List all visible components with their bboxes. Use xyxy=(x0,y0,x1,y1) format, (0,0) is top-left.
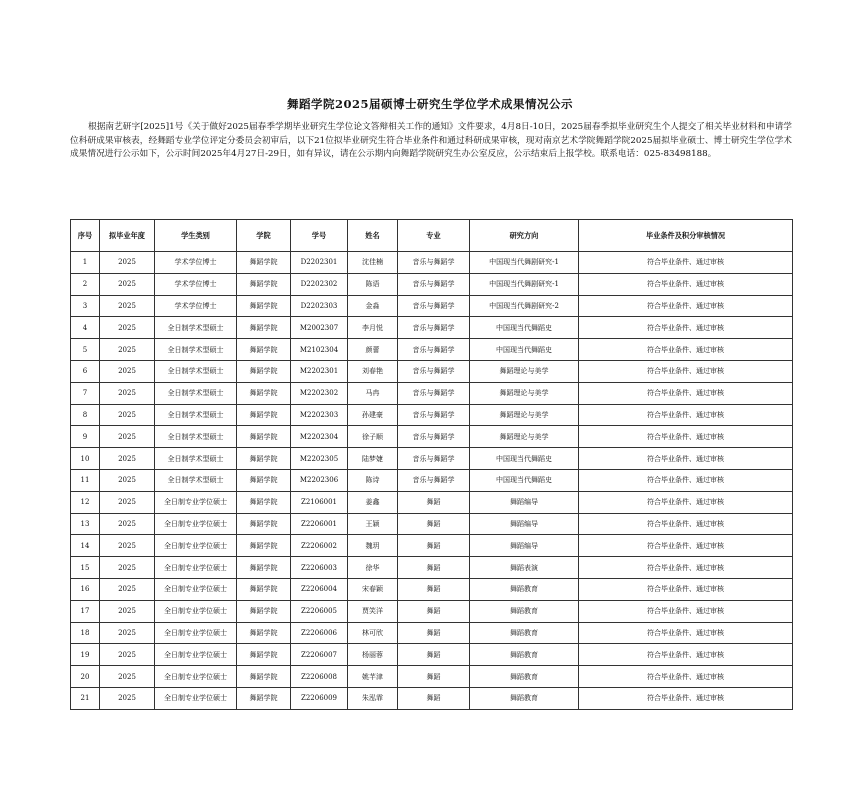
cell-student-id: Z2106001 xyxy=(291,491,348,513)
table-row xyxy=(71,382,793,404)
cell-name: 姜鑫 xyxy=(348,491,398,513)
cell-review-status: 符合毕业条件、通过审核 xyxy=(579,426,793,448)
cell-category: 全日制学术型硕士 xyxy=(155,448,237,470)
cell-school: 舞蹈学院 xyxy=(237,535,291,557)
cell-major: 舞蹈 xyxy=(398,557,470,579)
cell-category: 全日制学术型硕士 xyxy=(155,317,237,339)
cell-name: 陈语 xyxy=(348,273,398,295)
cell-index: 21 xyxy=(71,687,100,709)
cell-school: 舞蹈学院 xyxy=(237,687,291,709)
table-row xyxy=(71,252,793,274)
cell-review-status: 符合毕业条件、通过审核 xyxy=(579,273,793,295)
cell-year: 2025 xyxy=(100,317,155,339)
cell-year: 2025 xyxy=(100,622,155,644)
cell-school: 舞蹈学院 xyxy=(237,382,291,404)
cell-major: 音乐与舞蹈学 xyxy=(398,273,470,295)
cell-category: 全日制学术型硕士 xyxy=(155,360,237,382)
cell-year: 2025 xyxy=(100,666,155,688)
cell-school: 舞蹈学院 xyxy=(237,295,291,317)
cell-research-direction: 中国现当代舞剧研究-2 xyxy=(470,295,579,317)
cell-index: 13 xyxy=(71,513,100,535)
col-header-school: 学院 xyxy=(237,220,291,252)
cell-student-id: D2202301 xyxy=(291,252,348,274)
cell-school: 舞蹈学院 xyxy=(237,513,291,535)
cell-major: 音乐与舞蹈学 xyxy=(398,317,470,339)
cell-category: 学术学位博士 xyxy=(155,252,237,274)
col-header-student-id: 学号 xyxy=(291,220,348,252)
cell-major: 音乐与舞蹈学 xyxy=(398,360,470,382)
cell-year: 2025 xyxy=(100,252,155,274)
table-row xyxy=(71,644,793,666)
cell-index: 7 xyxy=(71,382,100,404)
intro-paragraph: 根据南艺研字[2025]1号《关于做好2025届春季学期毕业研究生学位论文答辩相关工作的通知》文件要求，4月8日-10日，2025届春季拟毕业研究生个人提交了相关毕业材料和申请学位科研成果审核表，经舞蹈专业学位评定分委员会初审后，以下21位拟毕业研究生符合毕业条件和通过科研成果审核，现对南京艺术学院舞蹈学院2025届拟毕业硕士、博士研究生学位学术成果情况进行公示如下，公示时间2025年4月27日-29日，如有异议，请在公示期内向舞蹈学院研究生办公室反应，公示结束后上报学校。联系电话：025-83498188。 xyxy=(70,122,792,159)
cell-research-direction: 舞蹈教育 xyxy=(470,687,579,709)
table-row xyxy=(71,666,793,688)
table-row xyxy=(71,404,793,426)
cell-review-status: 符合毕业条件、通过审核 xyxy=(579,448,793,470)
cell-name: 王颖 xyxy=(348,513,398,535)
cell-index: 4 xyxy=(71,317,100,339)
cell-research-direction: 舞蹈表演 xyxy=(470,557,579,579)
cell-student-id: D2202303 xyxy=(291,295,348,317)
cell-name: 沈佳楠 xyxy=(348,252,398,274)
table-row xyxy=(71,339,793,361)
cell-major: 舞蹈 xyxy=(398,491,470,513)
cell-school: 舞蹈学院 xyxy=(237,252,291,274)
table-row xyxy=(71,360,793,382)
cell-index: 19 xyxy=(71,644,100,666)
cell-name: 姚芊津 xyxy=(348,666,398,688)
cell-category: 全日制专业学位硕士 xyxy=(155,491,237,513)
cell-name: 金淼 xyxy=(348,295,398,317)
table-row xyxy=(71,469,793,491)
cell-index: 2 xyxy=(71,273,100,295)
cell-major: 音乐与舞蹈学 xyxy=(398,426,470,448)
cell-research-direction: 舞蹈理论与美学 xyxy=(470,382,579,404)
cell-major: 音乐与舞蹈学 xyxy=(398,252,470,274)
cell-student-id: M2202304 xyxy=(291,426,348,448)
col-header-research-direction: 研究方向 xyxy=(470,220,579,252)
col-header-review-status: 毕业条件及积分审核情况 xyxy=(579,220,793,252)
cell-index: 9 xyxy=(71,426,100,448)
cell-student-id: M2202302 xyxy=(291,382,348,404)
cell-year: 2025 xyxy=(100,578,155,600)
cell-research-direction: 中国现当代舞蹈史 xyxy=(470,339,579,361)
cell-research-direction: 舞蹈教育 xyxy=(470,600,579,622)
cell-research-direction: 舞蹈理论与美学 xyxy=(470,404,579,426)
cell-year: 2025 xyxy=(100,295,155,317)
results-table xyxy=(70,219,793,710)
cell-year: 2025 xyxy=(100,404,155,426)
cell-category: 全日制专业学位硕士 xyxy=(155,535,237,557)
cell-major: 舞蹈 xyxy=(398,578,470,600)
cell-index: 3 xyxy=(71,295,100,317)
table-row xyxy=(71,557,793,579)
cell-index: 5 xyxy=(71,339,100,361)
cell-school: 舞蹈学院 xyxy=(237,360,291,382)
cell-review-status: 符合毕业条件、通过审核 xyxy=(579,687,793,709)
col-header-index: 序号 xyxy=(71,220,100,252)
cell-review-status: 符合毕业条件、通过审核 xyxy=(579,644,793,666)
cell-research-direction: 舞蹈教育 xyxy=(470,644,579,666)
cell-research-direction: 舞蹈理论与美学 xyxy=(470,360,579,382)
cell-major: 舞蹈 xyxy=(398,666,470,688)
cell-name: 孙建豪 xyxy=(348,404,398,426)
cell-school: 舞蹈学院 xyxy=(237,469,291,491)
cell-name: 刘春艳 xyxy=(348,360,398,382)
cell-student-id: Z2206005 xyxy=(291,600,348,622)
cell-student-id: Z2206007 xyxy=(291,644,348,666)
cell-category: 全日制专业学位硕士 xyxy=(155,557,237,579)
cell-review-status: 符合毕业条件、通过审核 xyxy=(579,339,793,361)
cell-name: 徐华 xyxy=(348,557,398,579)
cell-year: 2025 xyxy=(100,273,155,295)
cell-research-direction: 舞蹈教育 xyxy=(470,666,579,688)
cell-year: 2025 xyxy=(100,600,155,622)
table-row xyxy=(71,491,793,513)
cell-research-direction: 中国现当代舞蹈史 xyxy=(470,448,579,470)
cell-school: 舞蹈学院 xyxy=(237,317,291,339)
cell-review-status: 符合毕业条件、通过审核 xyxy=(579,600,793,622)
cell-index: 18 xyxy=(71,622,100,644)
table-header-row xyxy=(71,220,793,252)
cell-review-status: 符合毕业条件、通过审核 xyxy=(579,535,793,557)
cell-year: 2025 xyxy=(100,339,155,361)
cell-category: 全日制专业学位硕士 xyxy=(155,687,237,709)
cell-index: 10 xyxy=(71,448,100,470)
cell-major: 音乐与舞蹈学 xyxy=(398,469,470,491)
cell-student-id: Z2206006 xyxy=(291,622,348,644)
cell-student-id: Z2206008 xyxy=(291,666,348,688)
cell-school: 舞蹈学院 xyxy=(237,600,291,622)
cell-student-id: M2202301 xyxy=(291,360,348,382)
cell-student-id: Z2206003 xyxy=(291,557,348,579)
cell-review-status: 符合毕业条件、通过审核 xyxy=(579,513,793,535)
cell-school: 舞蹈学院 xyxy=(237,557,291,579)
cell-school: 舞蹈学院 xyxy=(237,644,291,666)
cell-year: 2025 xyxy=(100,491,155,513)
cell-major: 舞蹈 xyxy=(398,513,470,535)
table-body xyxy=(71,252,793,710)
cell-major: 舞蹈 xyxy=(398,622,470,644)
cell-review-status: 符合毕业条件、通过审核 xyxy=(579,404,793,426)
cell-review-status: 符合毕业条件、通过审核 xyxy=(579,666,793,688)
cell-name: 颜蕾 xyxy=(348,339,398,361)
cell-research-direction: 中国现当代舞剧研究-1 xyxy=(470,273,579,295)
cell-index: 17 xyxy=(71,600,100,622)
cell-category: 全日制学术型硕士 xyxy=(155,339,237,361)
cell-research-direction: 舞蹈编导 xyxy=(470,513,579,535)
cell-review-status: 符合毕业条件、通过审核 xyxy=(579,469,793,491)
cell-category: 全日制专业学位硕士 xyxy=(155,644,237,666)
cell-major: 音乐与舞蹈学 xyxy=(398,339,470,361)
cell-year: 2025 xyxy=(100,469,155,491)
table-row xyxy=(71,317,793,339)
cell-category: 全日制专业学位硕士 xyxy=(155,666,237,688)
table-row xyxy=(71,622,793,644)
cell-name: 李月悦 xyxy=(348,317,398,339)
cell-review-status: 符合毕业条件、通过审核 xyxy=(579,382,793,404)
cell-major: 舞蹈 xyxy=(398,687,470,709)
cell-major: 音乐与舞蹈学 xyxy=(398,448,470,470)
cell-category: 全日制学术型硕士 xyxy=(155,382,237,404)
cell-review-status: 符合毕业条件、通过审核 xyxy=(579,491,793,513)
cell-student-id: M2102304 xyxy=(291,339,348,361)
table-row xyxy=(71,273,793,295)
cell-student-id: Z2206009 xyxy=(291,687,348,709)
cell-student-id: M2202306 xyxy=(291,469,348,491)
cell-school: 舞蹈学院 xyxy=(237,404,291,426)
cell-student-id: M2202303 xyxy=(291,404,348,426)
cell-year: 2025 xyxy=(100,535,155,557)
cell-index: 6 xyxy=(71,360,100,382)
cell-category: 全日制学术型硕士 xyxy=(155,404,237,426)
cell-index: 12 xyxy=(71,491,100,513)
cell-review-status: 符合毕业条件、通过审核 xyxy=(579,557,793,579)
cell-school: 舞蹈学院 xyxy=(237,448,291,470)
cell-research-direction: 舞蹈编导 xyxy=(470,535,579,557)
cell-research-direction: 舞蹈教育 xyxy=(470,622,579,644)
cell-category: 学术学位博士 xyxy=(155,273,237,295)
cell-category: 全日制专业学位硕士 xyxy=(155,578,237,600)
cell-index: 8 xyxy=(71,404,100,426)
cell-category: 全日制专业学位硕士 xyxy=(155,622,237,644)
cell-student-id: M2002307 xyxy=(291,317,348,339)
cell-year: 2025 xyxy=(100,644,155,666)
cell-research-direction: 舞蹈编导 xyxy=(470,491,579,513)
cell-index: 16 xyxy=(71,578,100,600)
cell-review-status: 符合毕业条件、通过审核 xyxy=(579,295,793,317)
cell-student-id: D2202302 xyxy=(291,273,348,295)
cell-year: 2025 xyxy=(100,557,155,579)
cell-review-status: 符合毕业条件、通过审核 xyxy=(579,252,793,274)
cell-school: 舞蹈学院 xyxy=(237,666,291,688)
cell-research-direction: 舞蹈教育 xyxy=(470,578,579,600)
cell-year: 2025 xyxy=(100,426,155,448)
table-row xyxy=(71,535,793,557)
cell-student-id: Z2206002 xyxy=(291,535,348,557)
table-row xyxy=(71,687,793,709)
cell-name: 马冉 xyxy=(348,382,398,404)
cell-major: 舞蹈 xyxy=(398,535,470,557)
table-row xyxy=(71,513,793,535)
table-row xyxy=(71,578,793,600)
cell-name: 贾笑洋 xyxy=(348,600,398,622)
table-row xyxy=(71,600,793,622)
cell-year: 2025 xyxy=(100,687,155,709)
cell-index: 11 xyxy=(71,469,100,491)
cell-index: 1 xyxy=(71,252,100,274)
cell-name: 陆梦婕 xyxy=(348,448,398,470)
cell-major: 音乐与舞蹈学 xyxy=(398,382,470,404)
cell-school: 舞蹈学院 xyxy=(237,426,291,448)
cell-name: 魏玥 xyxy=(348,535,398,557)
cell-review-status: 符合毕业条件、通过审核 xyxy=(579,360,793,382)
cell-student-id: M2202305 xyxy=(291,448,348,470)
cell-review-status: 符合毕业条件、通过审核 xyxy=(579,317,793,339)
col-header-name: 姓名 xyxy=(348,220,398,252)
cell-category: 全日制专业学位硕士 xyxy=(155,600,237,622)
cell-review-status: 符合毕业条件、通过审核 xyxy=(579,622,793,644)
cell-category: 全日制学术型硕士 xyxy=(155,426,237,448)
cell-category: 学术学位博士 xyxy=(155,295,237,317)
col-header-year: 拟毕业年度 xyxy=(100,220,155,252)
cell-research-direction: 中国现当代舞剧研究-1 xyxy=(470,252,579,274)
cell-name: 杨丽蓉 xyxy=(348,644,398,666)
page-title: 舞蹈学院2025届硕博士研究生学位学术成果情况公示 xyxy=(286,97,573,111)
cell-research-direction: 舞蹈理论与美学 xyxy=(470,426,579,448)
cell-research-direction: 中国现当代舞蹈史 xyxy=(470,317,579,339)
cell-research-direction: 中国现当代舞蹈史 xyxy=(470,469,579,491)
cell-category: 全日制专业学位硕士 xyxy=(155,513,237,535)
cell-major: 音乐与舞蹈学 xyxy=(398,404,470,426)
cell-name: 宋春颖 xyxy=(348,578,398,600)
cell-index: 14 xyxy=(71,535,100,557)
cell-name: 陈诗 xyxy=(348,469,398,491)
cell-school: 舞蹈学院 xyxy=(237,273,291,295)
cell-school: 舞蹈学院 xyxy=(237,622,291,644)
cell-student-id: Z2206001 xyxy=(291,513,348,535)
cell-year: 2025 xyxy=(100,360,155,382)
table-row xyxy=(71,295,793,317)
cell-name: 林可欣 xyxy=(348,622,398,644)
col-header-category: 学生类别 xyxy=(155,220,237,252)
cell-index: 20 xyxy=(71,666,100,688)
cell-year: 2025 xyxy=(100,513,155,535)
cell-student-id: Z2206004 xyxy=(291,578,348,600)
cell-school: 舞蹈学院 xyxy=(237,339,291,361)
cell-school: 舞蹈学院 xyxy=(237,491,291,513)
cell-major: 音乐与舞蹈学 xyxy=(398,295,470,317)
cell-review-status: 符合毕业条件、通过审核 xyxy=(579,578,793,600)
cell-year: 2025 xyxy=(100,448,155,470)
table-row xyxy=(71,448,793,470)
cell-name: 朱泓霏 xyxy=(348,687,398,709)
cell-year: 2025 xyxy=(100,382,155,404)
cell-major: 舞蹈 xyxy=(398,644,470,666)
cell-school: 舞蹈学院 xyxy=(237,578,291,600)
table-row xyxy=(71,426,793,448)
cell-index: 15 xyxy=(71,557,100,579)
cell-category: 全日制学术型硕士 xyxy=(155,469,237,491)
cell-name: 徐子顺 xyxy=(348,426,398,448)
col-header-major: 专业 xyxy=(398,220,470,252)
cell-major: 舞蹈 xyxy=(398,600,470,622)
